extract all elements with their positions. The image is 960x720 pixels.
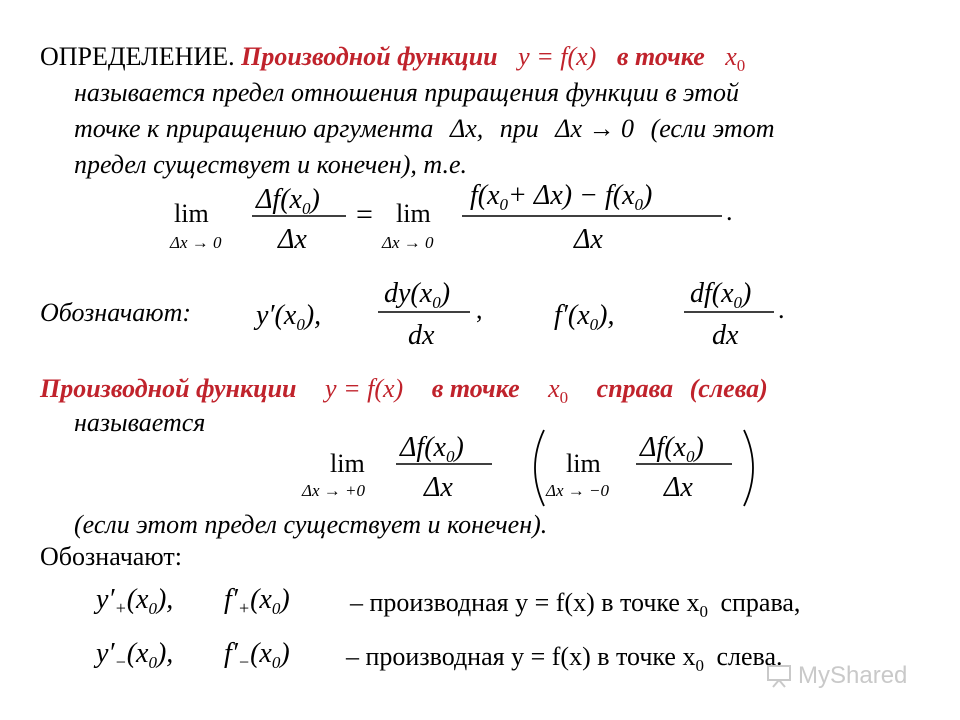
formula-period: . <box>778 295 785 324</box>
derivative-limit-formula <box>160 178 760 258</box>
derivative-notations <box>250 274 810 354</box>
designation-label-2: Обозначают: <box>40 542 182 571</box>
df-numerator: $df(x_0)$ <box>690 278 752 312</box>
right-term: справа <box>596 374 674 403</box>
point-x0: $x_0$ <box>725 42 746 76</box>
description-end: справа, <box>720 588 801 617</box>
equals-sign: = <box>356 198 373 231</box>
left-term: (слева) <box>689 374 768 403</box>
definition-line-2: называется предел отношения приращения функции в этой <box>74 78 739 107</box>
left-derivative-description <box>346 640 782 683</box>
comma: , <box>476 295 483 324</box>
f-prime-plus: $f'_+(x_0)$ <box>224 584 290 618</box>
denominator-dx: Δx <box>574 224 603 255</box>
definition-text: (если этот <box>650 114 775 143</box>
at-point-term: в точке <box>616 42 705 71</box>
denominator-dx: Δx <box>664 472 693 503</box>
definition-label: ОПРЕДЕЛЕНИЕ. <box>40 42 235 71</box>
numerator-delta-f: $\Delta f(x_0)$ <box>640 432 704 466</box>
lim-subscript-left: Δx → −0 <box>546 481 609 500</box>
lim-subscript: Δx → 0 <box>382 233 434 252</box>
right-derivative-notations <box>90 576 330 622</box>
left-derivative-notations <box>90 630 330 676</box>
dx-denominator: dx <box>408 320 435 351</box>
y-prime-notation: $y'(x_0)$, <box>256 300 322 334</box>
limit-condition: Δx → 0 <box>555 114 635 143</box>
dy-numerator: $dy(x_0)$ <box>384 278 451 312</box>
description-text: – производная y = f(x) в точке x <box>350 588 700 617</box>
definition-line-4: предел существует и конечен), т.е. <box>74 150 467 179</box>
lim-subscript: Δx → 0 <box>170 233 222 252</box>
description-end: слева. <box>716 642 783 671</box>
subscript-0: 0 <box>699 602 708 622</box>
lim-symbol: lim <box>566 449 601 478</box>
right-parenthesis <box>744 430 753 506</box>
definition-text: при <box>499 114 539 143</box>
y-prime-minus: $y'_-(x_0)$, <box>96 638 174 672</box>
description-text: – производная y = f(x) в точке x <box>346 642 696 671</box>
denominator-dx: Δx <box>424 472 453 503</box>
function-notation: y = f(x) <box>518 42 597 71</box>
numerator-delta-f: $\Delta f(x_0)$ <box>400 432 464 466</box>
existence-condition: (если этот предел существует и конечен). <box>74 510 548 539</box>
definition-text: точке к приращению аргумента <box>74 114 434 143</box>
numerator-delta-f: $\Delta f(x_0)$ <box>256 184 320 218</box>
function-notation: y = f(x) <box>325 374 404 403</box>
left-parenthesis <box>535 430 544 506</box>
one-sided-definition-line-2: называется <box>74 408 206 437</box>
y-prime-plus: $y'_+(x_0)$, <box>96 584 174 618</box>
lim-symbol: lim <box>330 449 365 478</box>
right-derivative-description <box>350 586 800 629</box>
numerator-increment: $f(x_0+ \Delta x) - f(x_0)$ <box>470 180 653 214</box>
derivative-term: Производной функции <box>40 374 297 403</box>
watermark-text: MyShared <box>798 662 908 689</box>
point-x0: $x_0$ <box>548 374 569 408</box>
dx-denominator: dx <box>712 320 739 351</box>
lim-subscript-right: Δx → +0 <box>302 481 365 500</box>
formula-period: . <box>726 197 733 226</box>
watermark <box>766 662 907 690</box>
derivative-term: Производной функции <box>241 42 498 71</box>
f-prime-minus: $f'_-(x_0)$ <box>224 638 290 672</box>
presentation-icon <box>766 664 792 688</box>
subscript-0: 0 <box>695 656 704 676</box>
f-prime-notation: $f'(x_0)$, <box>554 300 615 334</box>
lim-symbol: lim <box>396 199 431 228</box>
delta-x: Δx, <box>449 114 484 143</box>
at-point-term: в точке <box>431 374 520 403</box>
one-sided-limit-formula <box>296 424 766 512</box>
denominator-dx: Δx <box>278 224 307 255</box>
definition-line-3 <box>74 112 774 146</box>
designation-label-1: Обозначают: <box>40 298 192 327</box>
lim-symbol: lim <box>174 199 209 228</box>
